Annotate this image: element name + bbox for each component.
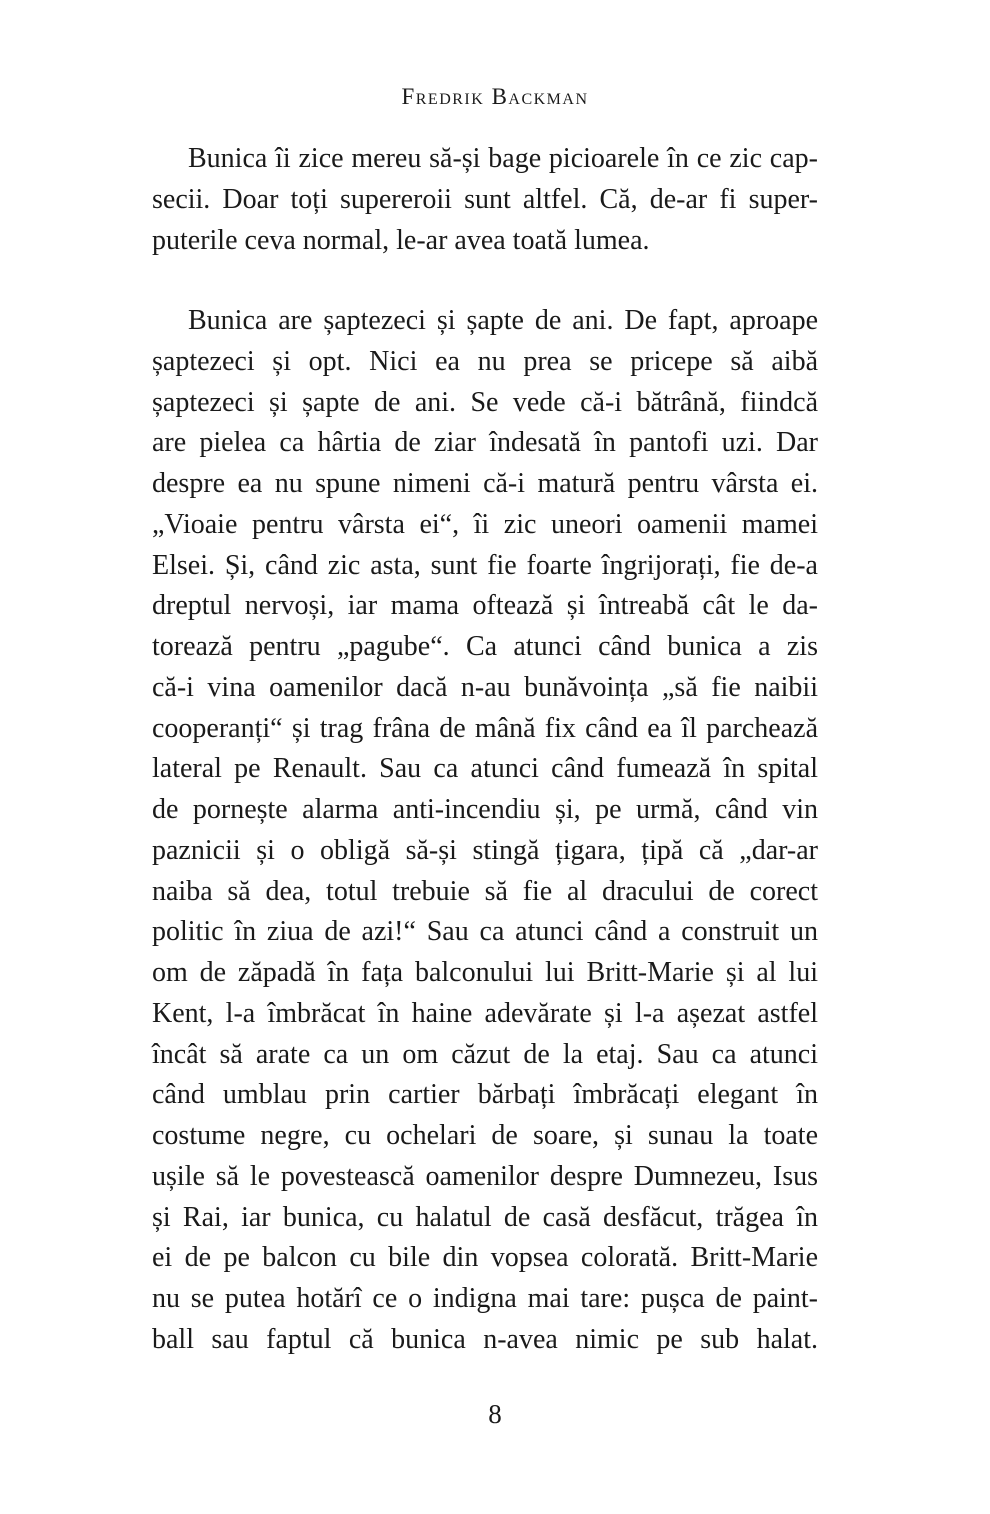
text-line: încât să arate ca un om căzut de la etaj. Sau ca atunci [152,1038,818,1070]
text-line: șaptezeci și șapte de ani. Se vede că-i bătrână, fiindcă [152,386,818,418]
text-line: Elsei. Și, când zic asta, sunt fie foarte îngrijorați, fie de-a [152,549,818,581]
text-line: costume negre, cu ochelari de soare, și sunau la toate [152,1120,818,1151]
text-line: ei de pe balcon cu bile din vopsea colorată. Britt-Marie [152,1242,818,1274]
paragraph-2 [152,301,818,1361]
text-line: naiba să dea, totul trebuie să fie al dracului de corect [152,875,818,907]
text-line: ball sau faptul că bunica n-avea nimic pe sub halat. [152,1323,818,1355]
text-line: are pielea ca hârtia de ziar îndesată în pantofi uzi. Dar [152,427,818,459]
text-line: politic în ziua de azi!“ Sau ca atunci când a construit un [152,916,818,948]
text-line: că-i vina oamenilor dacă n-au bunăvoința „să fie naibii [152,671,818,703]
text-line: Kent, l-a îmbrăcat în haine adevărate și l-a așezat astfel [152,997,818,1029]
text-line: și Rai, iar bunica, cu halatul de casă desfăcut, trăgea în [152,1201,818,1233]
text-line: șaptezeci și opt. Nici ea nu prea se pricepe să aibă [152,345,818,377]
text-line: nu se putea hotărî ce o indigna mai tare: pușca de paint- [152,1283,818,1314]
text-line: dreptul nervoși, iar mama oftează și întreabă cât le da- [152,590,818,622]
text-line: torează pentru „pagube“. Ca atunci când bunica a zis [152,631,818,662]
text-line: „Vioaie pentru vârsta ei“, îi zic uneori oamenii mamei [152,508,818,540]
text-line: cooperanți“ și trag frâna de mână fix când ea îl parchează [152,712,818,744]
text-line: Bunica are șaptezeci și șapte de ani. De fapt, aproape [188,305,818,336]
text-line: om de zăpadă în fața balconului lui Britt-Marie și al lui [152,957,818,988]
text-line: Bunica îi zice mereu să-și bage picioarele în ce zic cap- [188,143,818,174]
text-line: când umblau prin cartier bărbați îmbrăcați elegant în [152,1079,818,1111]
text-line: ușile să le povestească oamenilor despre Dumnezeu, Isus [152,1160,818,1192]
text-line: paznicii și o obligă să-și stingă țigara, țipă că „dar-ar [152,834,818,866]
text-line: de pornește alarma anti-incendiu și, pe urmă, când vin [152,794,818,825]
text-line: secii. Doar toți supereroii sunt altfel. Că, de-ar fi super- [152,183,818,215]
text-line: lateral pe Renault. Sau ca atunci când fumează în spital [152,753,818,785]
running-head: Fredrik Backman [401,84,589,109]
text-line: puterile ceva normal, le-ar avea toată lumea. [152,224,650,256]
page-number: 8 [488,1399,502,1429]
paragraph-1 [152,139,818,261]
text-line: despre ea nu spune nimeni că-i matură pentru vârsta ei. [152,468,818,499]
